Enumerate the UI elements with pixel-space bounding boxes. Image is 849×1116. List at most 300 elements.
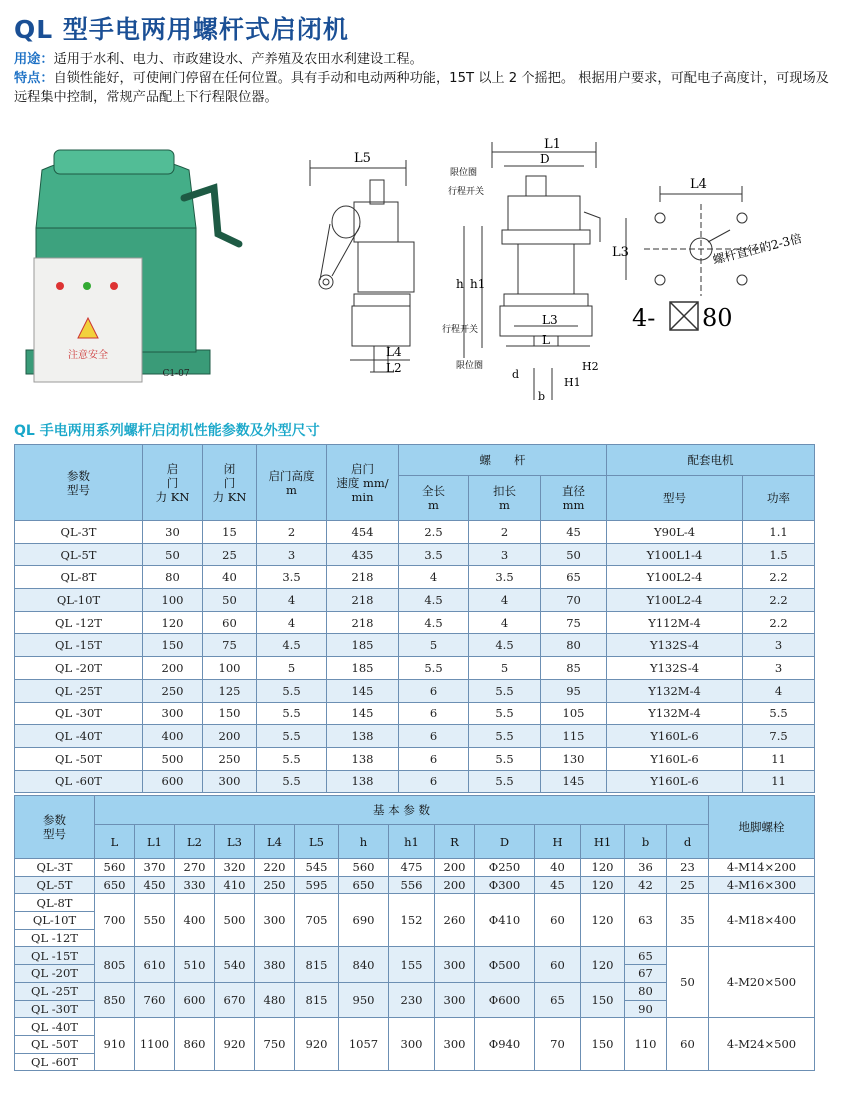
t1-cell: 95	[541, 679, 607, 702]
table-row	[15, 634, 815, 657]
t2-col-header: L2	[175, 825, 215, 859]
t1-cell: Y132S-4	[607, 657, 743, 680]
d2-H1: H1	[564, 376, 581, 389]
t2-cell: 220	[255, 859, 295, 877]
t1-cell: 3.5	[399, 543, 469, 566]
t2-cell: 80	[625, 982, 667, 1000]
t2-model-cell: QL -25T	[15, 982, 95, 1000]
t2-cell: 700	[95, 894, 135, 947]
t1-model-cell: QL -60T	[15, 770, 143, 793]
t1-cell: 100	[143, 589, 203, 612]
d3-bolt-prefix: 4-	[632, 304, 656, 332]
t2-cell: 4-M14×200	[709, 859, 815, 877]
t1-cell: 60	[203, 611, 257, 634]
t1-cell: 30	[143, 521, 203, 544]
t1-cell: 5.5	[469, 747, 541, 770]
t1-cell: 11	[743, 747, 815, 770]
t2-cell: 23	[667, 859, 709, 877]
t1-header-motor: 配套电机	[607, 445, 815, 476]
t2-cell: 750	[255, 1018, 295, 1071]
t2-cell: 450	[135, 876, 175, 894]
t2-cell: 42	[625, 876, 667, 894]
t1-header-thread-length: 扣长 m	[469, 476, 541, 521]
t2-cell: Φ250	[475, 859, 535, 877]
t1-model-cell: QL -20T	[15, 657, 143, 680]
t1-header-speed: 启门 速度 mm/ min	[327, 445, 399, 521]
t1-cell: 5	[257, 657, 327, 680]
t1-model-cell: QL -50T	[15, 747, 143, 770]
t1-cell: 218	[327, 611, 399, 634]
t1-cell: Y100L1-4	[607, 543, 743, 566]
t1-cell: 145	[541, 770, 607, 793]
t1-cell: 150	[203, 702, 257, 725]
t1-header-screw: 螺 杆	[399, 445, 607, 476]
t1-cell: 2.2	[743, 566, 815, 589]
t2-header-basic: 基 本 参 数	[95, 796, 709, 825]
t1-cell: 70	[541, 589, 607, 612]
t2-cell: 40	[535, 859, 581, 877]
t2-cell: 60	[535, 894, 581, 947]
t1-header-total-length: 全长 m	[399, 476, 469, 521]
t2-cell: 650	[95, 876, 135, 894]
t1-cell: 454	[327, 521, 399, 544]
t2-cell: 65	[625, 947, 667, 965]
t2-model-cell: QL -12T	[15, 929, 95, 947]
t1-model-cell: QL -40T	[15, 725, 143, 748]
t2-col-header: L3	[215, 825, 255, 859]
t2-cell: 320	[215, 859, 255, 877]
feature-line	[14, 69, 839, 107]
t1-cell: 5.5	[469, 679, 541, 702]
t2-cell: 805	[95, 947, 135, 982]
page-title: QL 型手电两用螺杆式启闭机	[14, 15, 349, 44]
t1-cell: 4	[257, 611, 327, 634]
t1-cell: 5.5	[257, 770, 327, 793]
d3-note: 螺杆直径的2-3倍	[711, 231, 804, 267]
t2-model-cell: QL-8T	[15, 894, 95, 912]
t2-cell: Φ410	[475, 894, 535, 947]
t1-cell: Y100L2-4	[607, 566, 743, 589]
table-row	[15, 747, 815, 770]
t1-cell: 500	[143, 747, 203, 770]
t1-cell: Y100L2-4	[607, 589, 743, 612]
t1-cell: 4.5	[399, 611, 469, 634]
t1-cell: 75	[541, 611, 607, 634]
t2-cell: 36	[625, 859, 667, 877]
t2-cell: 330	[175, 876, 215, 894]
d3-bolt-value: 80	[702, 304, 733, 332]
t1-model-cell: QL -30T	[15, 702, 143, 725]
t2-cell: 120	[581, 859, 625, 877]
t1-cell: 3	[257, 543, 327, 566]
t1-cell: Y112M-4	[607, 611, 743, 634]
box-code: C1-07	[162, 369, 190, 379]
t1-body	[15, 521, 815, 793]
t2-cell: 380	[255, 947, 295, 982]
t2-cell: 4-M16×300	[709, 876, 815, 894]
t1-cell: 4	[469, 611, 541, 634]
d2-h: h	[456, 277, 464, 291]
t1-header-close-force: 闭 门 力 KN	[203, 445, 257, 521]
t1-header-diameter: 直径 mm	[541, 476, 607, 521]
box-label: 注意安全	[68, 350, 108, 361]
table-row	[15, 589, 815, 612]
t1-cell: 5.5	[469, 725, 541, 748]
t2-col-header: h1	[389, 825, 435, 859]
t2-cell: 63	[625, 894, 667, 947]
t2-col-header: H	[535, 825, 581, 859]
t2-cell: 60	[535, 947, 581, 982]
t1-cell: 145	[327, 679, 399, 702]
t2-cell: Φ600	[475, 982, 535, 1017]
d3-L3: L3	[612, 245, 629, 260]
t1-cell: 25	[203, 543, 257, 566]
t2-cell: 200	[435, 876, 475, 894]
d2-d: d	[512, 368, 520, 381]
t2-cell: 300	[435, 982, 475, 1017]
t1-cell: 4.5	[399, 589, 469, 612]
t2-cell: 760	[135, 982, 175, 1017]
intro-text	[14, 50, 839, 107]
t1-cell: 5.5	[469, 770, 541, 793]
t1-cell: 138	[327, 725, 399, 748]
t1-cell: 11	[743, 770, 815, 793]
d2-L: L	[542, 333, 550, 347]
t1-cell: Y160L-6	[607, 725, 743, 748]
t2-col-header: L1	[135, 825, 175, 859]
d3-L4: L4	[690, 177, 707, 192]
table-row	[15, 725, 815, 748]
t2-cell: 500	[215, 894, 255, 947]
t2-cell: 400	[175, 894, 215, 947]
t2-cell: 1057	[339, 1018, 389, 1071]
t2-cell: 556	[389, 876, 435, 894]
t2-column-headers	[15, 825, 815, 859]
t1-cell: 5	[469, 657, 541, 680]
t1-cell: 6	[399, 679, 469, 702]
t1-cell: 250	[203, 747, 257, 770]
t2-cell: Φ940	[475, 1018, 535, 1071]
d2-limit-ring-bottom: 限位圈	[456, 361, 484, 371]
t1-model-cell: QL -25T	[15, 679, 143, 702]
t2-cell: Φ300	[475, 876, 535, 894]
t1-cell: 7.5	[743, 725, 815, 748]
t1-cell: 4	[469, 589, 541, 612]
front-view-drawing	[464, 142, 600, 400]
t1-cell: 138	[327, 747, 399, 770]
t1-cell: 105	[541, 702, 607, 725]
t1-cell: 4	[257, 589, 327, 612]
t2-cell: 600	[175, 982, 215, 1017]
t1-cell: 15	[203, 521, 257, 544]
t2-model-cell: QL-5T	[15, 876, 95, 894]
t2-cell: 610	[135, 947, 175, 982]
t2-body	[15, 859, 815, 1071]
table-row	[15, 566, 815, 589]
t2-cell: 65	[535, 982, 581, 1017]
t2-cell: 150	[581, 982, 625, 1017]
t2-col-header: d	[667, 825, 709, 859]
feature-text: 自锁性能好，可使闸门停留在任何位置。具有手动和电动两种功能，15T 以上 2 个摇把。 根据用户要求，可配电子高度计，可现场及远程集中控制，常规产品配上下行程限位器。	[14, 71, 829, 105]
t2-cell: 260	[435, 894, 475, 947]
t1-cell: 150	[143, 634, 203, 657]
d2-L1: L1	[544, 138, 561, 152]
feature-label: 特点：	[14, 71, 54, 86]
t2-cell: 540	[215, 947, 255, 982]
t1-header-open-force: 启 门 力 KN	[143, 445, 203, 521]
t2-cell: 300	[435, 1018, 475, 1071]
t2-col-header: h	[339, 825, 389, 859]
t2-cell: 410	[215, 876, 255, 894]
t2-cell: Φ500	[475, 947, 535, 982]
t2-cell: 300	[389, 1018, 435, 1071]
t1-cell: 4.5	[469, 634, 541, 657]
t2-header-bolt: 地脚螺栓	[709, 796, 815, 859]
t1-cell: 5	[399, 634, 469, 657]
t1-cell: 3.5	[469, 566, 541, 589]
t1-cell: 2.5	[399, 521, 469, 544]
t1-cell: 6	[399, 747, 469, 770]
t2-col-header: L	[95, 825, 135, 859]
t1-cell: 3	[469, 543, 541, 566]
t1-cell: 125	[203, 679, 257, 702]
t2-cell: 67	[625, 965, 667, 983]
t2-cell: 120	[581, 894, 625, 947]
t1-cell: 185	[327, 634, 399, 657]
t2-model-cell: QL -20T	[15, 965, 95, 983]
t1-cell: Y132M-4	[607, 679, 743, 702]
t2-cell: 4-M24×500	[709, 1018, 815, 1071]
t2-cell: 840	[339, 947, 389, 982]
t2-cell: 230	[389, 982, 435, 1017]
t2-cell: 510	[175, 947, 215, 982]
dimension-table	[14, 795, 815, 1071]
performance-table	[14, 444, 815, 793]
t1-cell: 435	[327, 543, 399, 566]
t2-cell: 595	[295, 876, 339, 894]
t1-cell: 250	[143, 679, 203, 702]
t2-cell: 270	[175, 859, 215, 877]
t1-cell: 3	[743, 657, 815, 680]
t2-cell: 560	[339, 859, 389, 877]
d1-L4: L4	[386, 345, 402, 359]
t2-col-header: b	[625, 825, 667, 859]
t1-model-cell: QL -15T	[15, 634, 143, 657]
t2-cell: 1100	[135, 1018, 175, 1071]
t1-model-cell: QL-8T	[15, 566, 143, 589]
t1-cell: Y160L-6	[607, 747, 743, 770]
t2-cell: 650	[339, 876, 389, 894]
t1-cell: 100	[203, 657, 257, 680]
t1-header-height: 启门高度 m	[257, 445, 327, 521]
t1-cell: 6	[399, 725, 469, 748]
t1-cell: 200	[143, 657, 203, 680]
t2-model-cell: QL -40T	[15, 1018, 95, 1036]
t1-cell: 40	[203, 566, 257, 589]
t1-cell: 2.2	[743, 611, 815, 634]
t2-cell: 110	[625, 1018, 667, 1071]
t2-cell: 545	[295, 859, 339, 877]
t2-cell: 25	[667, 876, 709, 894]
t2-cell: 670	[215, 982, 255, 1017]
t2-cell: 920	[215, 1018, 255, 1071]
t1-cell: 5.5	[469, 702, 541, 725]
t1-cell: 50	[541, 543, 607, 566]
table-row	[15, 770, 815, 793]
t2-cell: 815	[295, 982, 339, 1017]
t1-cell: 185	[327, 657, 399, 680]
t2-cell: 475	[389, 859, 435, 877]
table-row	[15, 611, 815, 634]
t1-cell: 138	[327, 770, 399, 793]
t2-cell: 155	[389, 947, 435, 982]
t1-cell: 600	[143, 770, 203, 793]
t2-cell: 250	[255, 876, 295, 894]
t2-col-header: L4	[255, 825, 295, 859]
t1-cell: 5.5	[257, 747, 327, 770]
t2-cell: 950	[339, 982, 389, 1017]
t1-cell: 115	[541, 725, 607, 748]
t1-cell: 2.2	[743, 589, 815, 612]
t2-cell: 4-M18×400	[709, 894, 815, 947]
usage-text: 适用于水利、电力、市政建设水、产养殖及农田水利建设工程。	[53, 52, 423, 67]
d1-L2: L2	[386, 361, 402, 375]
usage-label: 用途：	[14, 52, 54, 67]
t2-cell: 120	[581, 876, 625, 894]
t1-cell: 6	[399, 770, 469, 793]
t1-cell: 1.1	[743, 521, 815, 544]
t2-model-cell: QL -30T	[15, 1000, 95, 1018]
t2-cell: 50	[667, 947, 709, 1018]
t1-model-cell: QL-10T	[15, 589, 143, 612]
t2-cell: 910	[95, 1018, 135, 1071]
t1-model-cell: QL-5T	[15, 543, 143, 566]
t2-cell: 4-M20×500	[709, 947, 815, 1018]
d2-h1: h1	[470, 277, 486, 291]
t2-cell: 60	[667, 1018, 709, 1071]
t1-cell: 1.5	[743, 543, 815, 566]
t1-cell: 130	[541, 747, 607, 770]
t1-cell: 80	[541, 634, 607, 657]
t2-cell: 850	[95, 982, 135, 1017]
usage-line	[14, 50, 839, 69]
t2-model-cell: QL -60T	[15, 1053, 95, 1071]
t1-cell: 5.5	[257, 725, 327, 748]
t1-header-motor-model: 型号	[607, 476, 743, 521]
d2-L3: L3	[542, 313, 558, 327]
t1-cell: 75	[203, 634, 257, 657]
section-title: QL 手电两用系列螺杆启闭机性能参数及外型尺寸	[14, 423, 320, 439]
t2-cell: 120	[581, 947, 625, 982]
t2-cell: 920	[295, 1018, 339, 1071]
t1-model-cell: QL-3T	[15, 521, 143, 544]
product-figure	[14, 138, 836, 413]
t1-cell: Y132S-4	[607, 634, 743, 657]
table-row	[15, 521, 815, 544]
side-view-drawing	[310, 160, 414, 372]
t1-cell: 300	[203, 770, 257, 793]
t2-cell: 200	[435, 859, 475, 877]
t1-cell: 300	[143, 702, 203, 725]
t1-cell: 200	[203, 725, 257, 748]
t2-cell: 70	[535, 1018, 581, 1071]
d2-D: D	[540, 152, 550, 166]
t1-cell: 5.5	[257, 702, 327, 725]
t1-cell: 80	[143, 566, 203, 589]
d2-limit-ring-top: 限位圈	[450, 168, 478, 178]
t2-cell: 860	[175, 1018, 215, 1071]
t2-model-cell: QL -15T	[15, 947, 95, 965]
t1-cell: Y160L-6	[607, 770, 743, 793]
t1-header-power: 功率	[743, 476, 815, 521]
product-photo	[26, 150, 239, 382]
t2-cell: 150	[581, 1018, 625, 1071]
t1-cell: 3	[743, 634, 815, 657]
table-row	[15, 679, 815, 702]
t2-col-header: L5	[295, 825, 339, 859]
t2-cell: 550	[135, 894, 175, 947]
d1-L5: L5	[354, 151, 371, 166]
t2-cell: 560	[95, 859, 135, 877]
t2-cell: 480	[255, 982, 295, 1017]
t1-model-cell: QL -12T	[15, 611, 143, 634]
t1-cell: 4	[399, 566, 469, 589]
t1-cell: Y132M-4	[607, 702, 743, 725]
t2-cell: 815	[295, 947, 339, 982]
t1-cell: 400	[143, 725, 203, 748]
t1-cell: 218	[327, 589, 399, 612]
table-row	[15, 543, 815, 566]
t2-col-header: H1	[581, 825, 625, 859]
d2-H2: H2	[582, 360, 599, 373]
t2-cell: 370	[135, 859, 175, 877]
t1-cell: 2	[469, 521, 541, 544]
t2-cell: 45	[535, 876, 581, 894]
t1-cell: 5.5	[257, 679, 327, 702]
t1-cell: 2	[257, 521, 327, 544]
t2-model-cell: QL-3T	[15, 859, 95, 877]
t2-model-cell: QL -50T	[15, 1035, 95, 1053]
t1-cell: 4	[743, 679, 815, 702]
t1-cell: 5.5	[399, 657, 469, 680]
t2-header-model: 参数 型号	[15, 796, 95, 859]
t2-cell: 35	[667, 894, 709, 947]
t2-model-cell: QL-10T	[15, 912, 95, 930]
t1-cell: 50	[203, 589, 257, 612]
t1-cell: 4.5	[257, 634, 327, 657]
t2-cell: 300	[255, 894, 295, 947]
t1-header-model: 参数 型号	[15, 445, 143, 521]
t2-cell: 152	[389, 894, 435, 947]
t1-cell: 5.5	[743, 702, 815, 725]
table-row	[15, 702, 815, 725]
t1-cell: 65	[541, 566, 607, 589]
t1-cell: 85	[541, 657, 607, 680]
t1-cell: 218	[327, 566, 399, 589]
t2-cell: 90	[625, 1000, 667, 1018]
t2-cell: 705	[295, 894, 339, 947]
t1-cell: 6	[399, 702, 469, 725]
t1-cell: 120	[143, 611, 203, 634]
t1-cell: 145	[327, 702, 399, 725]
d2-switch-top: 行程开关	[448, 187, 485, 197]
t2-col-header: R	[435, 825, 475, 859]
t1-cell: Y90L-4	[607, 521, 743, 544]
d2-switch-bottom: 行程开关	[442, 325, 479, 335]
t1-cell: 45	[541, 521, 607, 544]
t1-cell: 50	[143, 543, 203, 566]
table-row	[15, 657, 815, 680]
